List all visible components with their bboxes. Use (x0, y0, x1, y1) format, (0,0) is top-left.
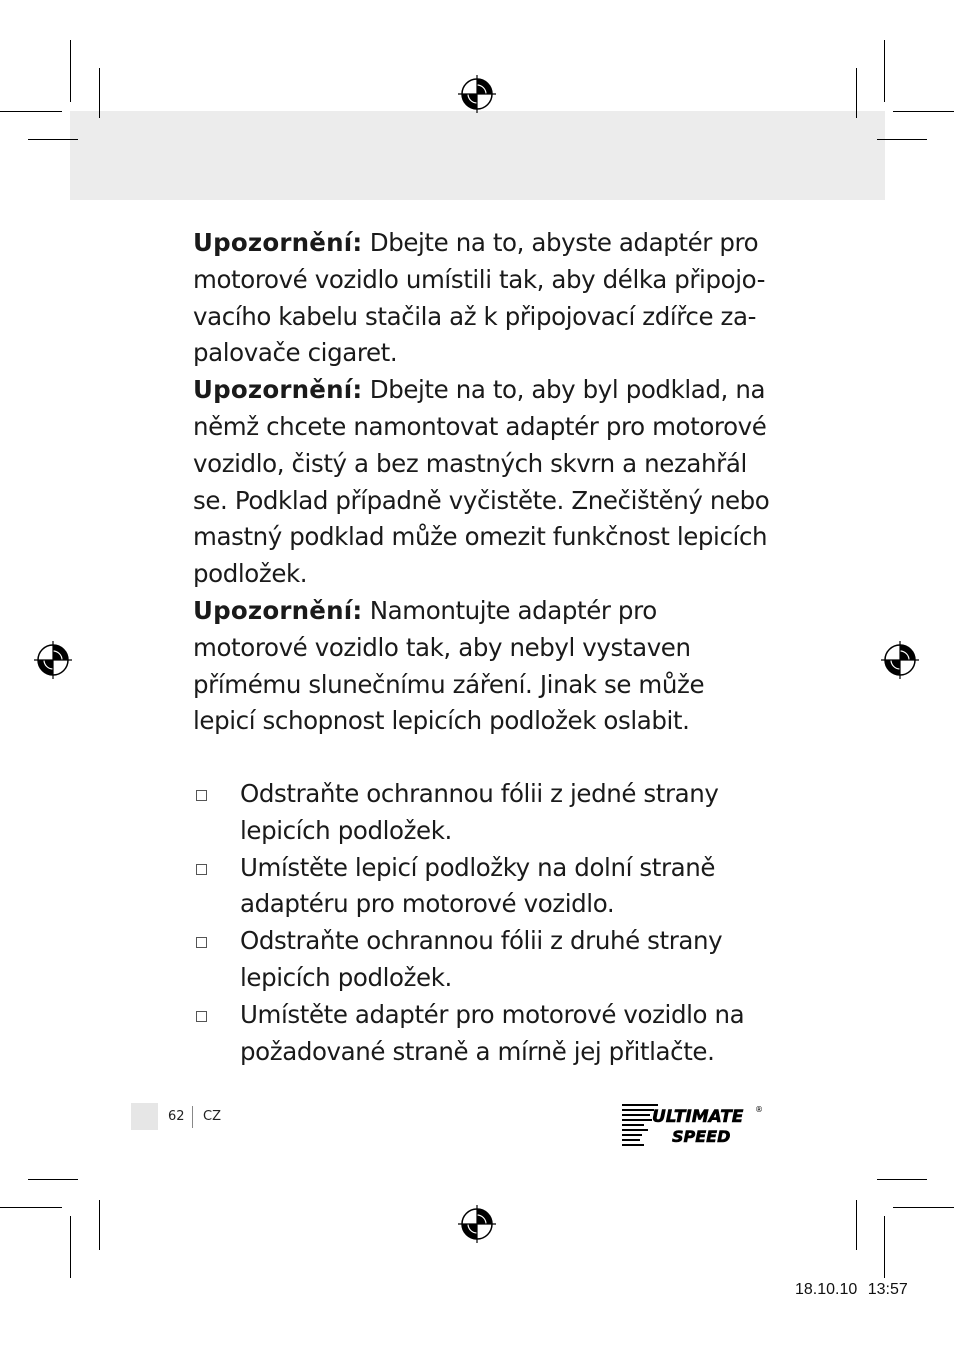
step-text: Odstraňte ochrannou fólii z druhé strany lepicích podložek. (240, 926, 723, 992)
checkbox-icon (196, 864, 207, 875)
notice-paragraph (193, 593, 773, 740)
list-item (193, 776, 773, 850)
steps-list (193, 776, 773, 1070)
notice-label: Upozornění: (193, 375, 363, 405)
notices-section (193, 225, 773, 740)
step-text: Odstraňte ochrannou fólii z jedné strany lepicích podložek. (240, 779, 719, 845)
step-text: Umístěte lepicí podložky na dolní straně adaptéru pro motorové vozidlo. (240, 852, 716, 919)
print-time: 13:57 (867, 1281, 908, 1298)
print-timestamp (795, 1281, 908, 1299)
footer-divider (192, 1106, 193, 1128)
list-item (193, 923, 773, 997)
registration-mark-icon (458, 1205, 496, 1243)
logo-text-bottom: SPEED (672, 1127, 731, 1146)
language-code: CZ (203, 1109, 221, 1124)
list-item (193, 850, 773, 924)
checkbox-icon (196, 790, 207, 801)
notice-label: Upozornění: (193, 228, 363, 257)
footer-marker (131, 1103, 158, 1130)
registration-mark-icon (34, 641, 72, 679)
registered-mark: ® (755, 1105, 763, 1114)
registration-mark-icon (881, 641, 919, 679)
step-text: Umístěte adaptér pro motorové vozidlo na požadované straně a mírně jej přitlačte. (240, 999, 745, 1066)
header-band (70, 111, 885, 200)
logo-text-top: ULTIMATE (652, 1107, 744, 1127)
registration-mark-icon (458, 75, 496, 113)
notice-paragraph (193, 225, 773, 372)
ultimate-speed-logo (622, 1100, 764, 1148)
notice-text: Dbejte na to, aby byl podklad, na němž chcete namontovat adaptér pro motorové vozidlo, čistý a bez mastných skvrn a nezahřál se. Podklad případně vyčistěte. Znečištěný nebo mastný podklad může omezit funkčnost lepicích podložek. (193, 375, 770, 589)
list-item (193, 997, 773, 1071)
checkbox-icon (196, 1011, 207, 1022)
notice-label: Upozornění: (193, 595, 363, 625)
checkbox-icon (196, 937, 207, 948)
notice-text: Namontujte adaptér pro motorové vozidlo tak, aby nebyl vystaven přímému slunečnímu záření. Jinak se může lepicí schopnost lepicích podložek oslabit. (193, 595, 705, 736)
notice-text: Dbejte na to, abyste adaptér pro motorové vozidlo umístili tak, aby délka připojo-vacího kabelu stačila až k připojovací zdířce za-palovače cigaret. (193, 228, 766, 368)
print-date: 18.10.10 (795, 1281, 858, 1298)
notice-paragraph (193, 372, 773, 593)
page-number: 62 (168, 1109, 185, 1124)
